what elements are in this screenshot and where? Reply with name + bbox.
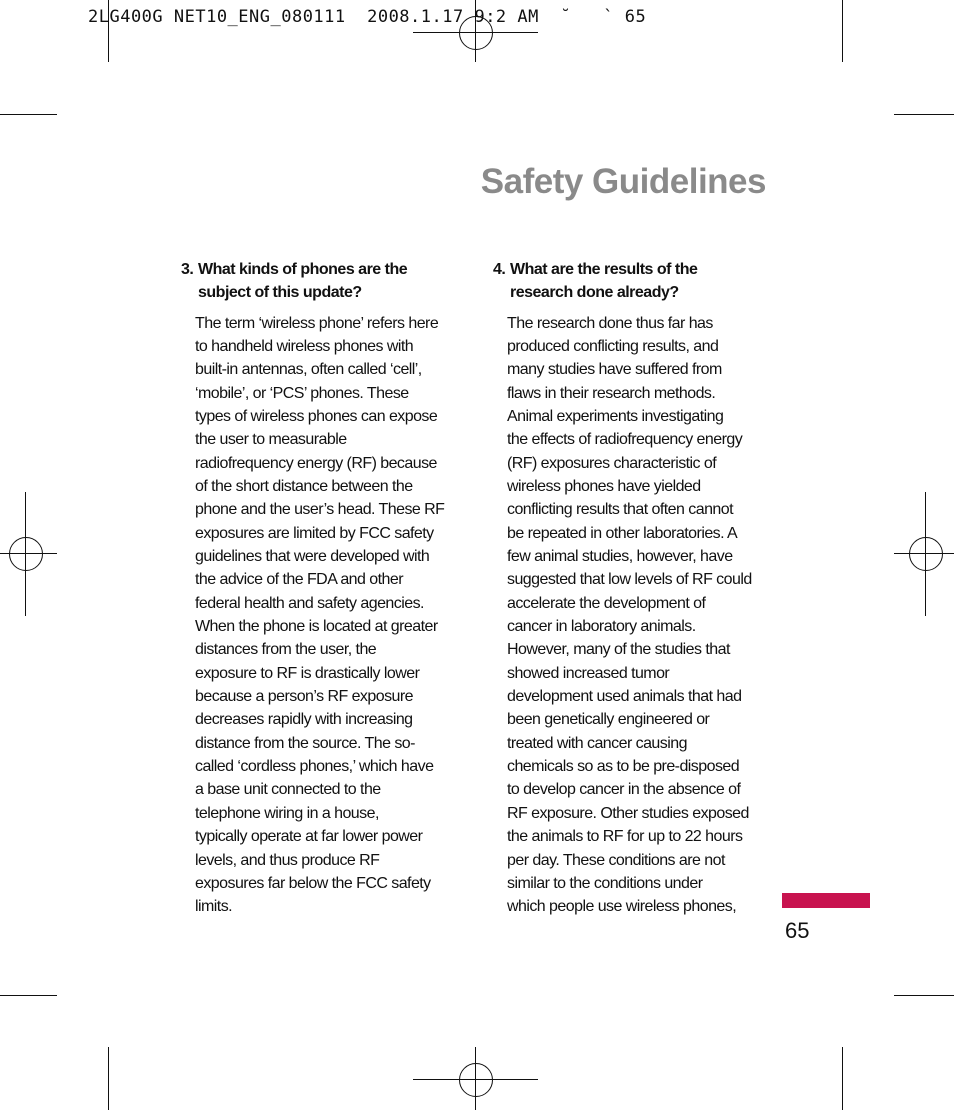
text-line: exposures are limited by FCC safety (195, 524, 434, 542)
text-line: (RF) exposures characteristic of (507, 454, 717, 472)
text-line: many studies have suffered from (507, 361, 722, 379)
answer-paragraph (195, 312, 471, 919)
text-line: However, many of the studies that (507, 641, 730, 659)
text-line: built-in antennas, often called ‘cell’, (195, 361, 422, 379)
print-slug-line: 2LG400G NET10_ENG_080111 2008.1.17 9:2 AM ˘ ` 65 (88, 7, 647, 27)
text-line: telephone wiring in a house, (195, 804, 379, 822)
text-line: The research done thus far has (507, 314, 713, 332)
text-line: guidelines that were developed with (195, 548, 430, 566)
crop-mark (894, 114, 954, 115)
crop-mark (842, 1047, 843, 1110)
text-line: similar to the conditions under (507, 874, 703, 892)
text-line: levels, and thus produce RF (195, 851, 380, 869)
text-line: exposures far below the FCC safety (195, 874, 431, 892)
question-line: subject of this update? (198, 284, 362, 302)
text-line: types of wireless phones can expose (195, 407, 438, 425)
text-line: radiofrequency energy (RF) because (195, 454, 437, 472)
crop-mark (0, 114, 57, 115)
section-tab-bar (782, 893, 870, 908)
text-line: suggested that low levels of RF could (507, 571, 752, 589)
text-line: cancer in laboratory animals. (507, 618, 696, 636)
text-line: a base unit connected to the (195, 781, 381, 799)
page-title: Safety Guidelines (480, 162, 766, 201)
text-line: because a person’s RF exposure (195, 688, 414, 706)
text-line: distances from the user, the (195, 641, 377, 659)
question-line: What are the results of the (510, 261, 698, 278)
text-line: been genetically engineered or (507, 711, 710, 729)
question-heading (181, 258, 471, 305)
question-number: 3. (181, 261, 194, 278)
left-column (181, 258, 471, 919)
page-number: 65 (785, 918, 810, 943)
text-line: which people use wireless phones, (507, 898, 737, 916)
text-line: federal health and safety agencies. (195, 594, 424, 612)
text-line: the advice of the FDA and other (195, 571, 403, 589)
text-line: of the short distance between the (195, 478, 413, 495)
text-line: few animal studies, however, have (507, 548, 733, 566)
text-line: exposure to RF is drastically lower (195, 664, 420, 682)
text-line: chemicals so as to be pre-disposed (507, 758, 740, 776)
crop-mark (842, 0, 843, 62)
text-line: produced conflicting results, and (507, 337, 719, 355)
crop-mark (108, 1047, 109, 1110)
text-line: the effects of radiofrequency energy (507, 431, 743, 449)
text-line: flaws in their research methods. (507, 384, 716, 402)
text-line: per day. These conditions are not (507, 851, 725, 869)
text-line: the animals to RF for up to 22 hours (507, 828, 743, 846)
text-line: showed increased tumor (507, 664, 670, 682)
text-line: distance from the source. The so- (195, 734, 415, 752)
text-line: wireless phones have yielded (507, 478, 701, 495)
text-line: phone and the user’s head. These RF (195, 501, 445, 519)
text-line: Animal experiments investigating (507, 407, 724, 425)
text-line: limits. (195, 898, 233, 916)
text-line: development used animals that had (507, 688, 742, 706)
text-line: The term ‘wireless phone’ refers here (195, 314, 439, 332)
text-line: typically operate at far lower power (195, 828, 423, 846)
text-line: treated with cancer causing (507, 734, 687, 752)
text-line: accelerate the development of (507, 594, 706, 612)
text-line: to handheld wireless phones with (195, 337, 414, 355)
text-line: to develop cancer in the absence of (507, 781, 741, 799)
question-number: 4. (493, 261, 506, 278)
right-column (493, 258, 778, 919)
text-line: the user to measurable (195, 431, 347, 449)
answer-paragraph (507, 312, 778, 919)
question-line: research done already? (510, 284, 679, 302)
text-line: conflicting results that often cannot (507, 501, 734, 519)
crop-mark (0, 995, 57, 996)
text-line: be repeated in other laboratories. A (507, 524, 738, 542)
text-line: decreases rapidly with increasing (195, 711, 413, 729)
crop-mark (894, 995, 954, 996)
text-line: ‘mobile’, or ‘PCS’ phones. These (195, 384, 409, 402)
text-line: When the phone is located at greater (195, 618, 438, 636)
text-line: called ‘cordless phones,’ which have (195, 758, 434, 776)
question-heading (493, 258, 778, 305)
question-line: What kinds of phones are the (198, 261, 408, 278)
text-line: RF exposure. Other studies exposed (507, 804, 749, 822)
